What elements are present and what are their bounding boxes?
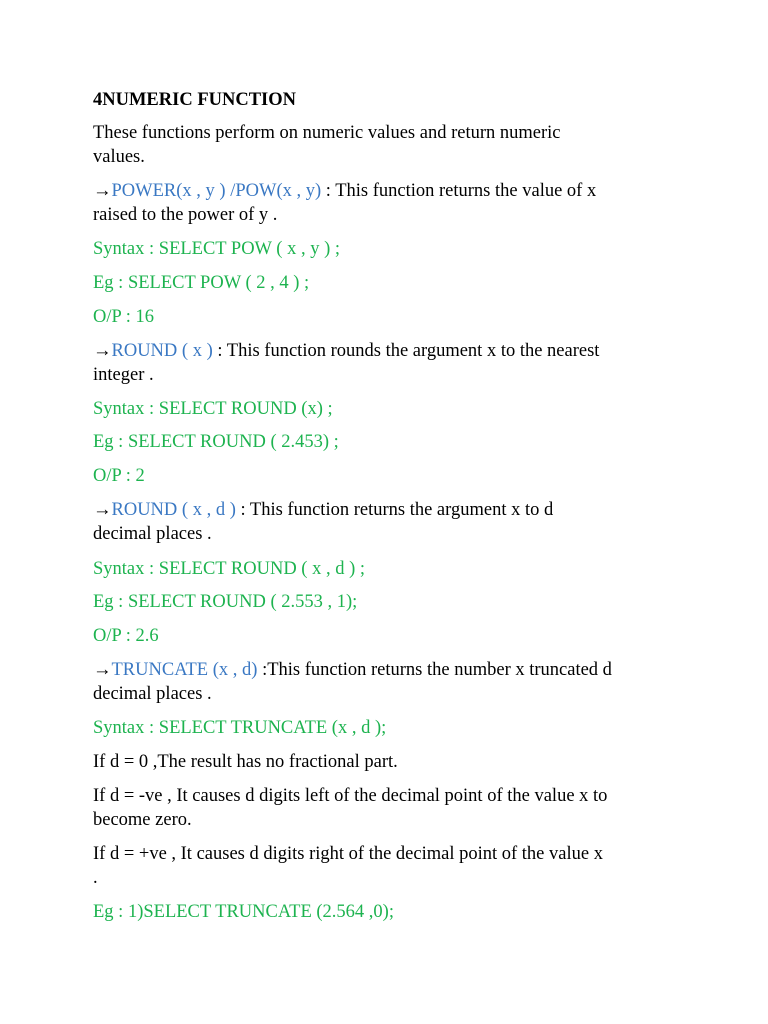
pow-description-cont: raised to the power of y . xyxy=(93,205,278,225)
round1-example: Eg : SELECT ROUND ( 2.453) ; xyxy=(93,432,339,452)
round1-output: O/P : 2 xyxy=(93,466,145,486)
round2-function-name: ROUND ( x , d ) xyxy=(111,500,236,520)
truncate-rule-zero: If d = 0 ,The result has no fractional part. xyxy=(93,752,398,772)
round2-output: O/P : 2.6 xyxy=(93,626,159,646)
round1-description: : This function rounds the argument x to the nearest xyxy=(212,341,600,361)
intro-line-1: These functions perform on numeric values and return numeric xyxy=(93,123,561,143)
truncate-rule-positive: If d = +ve , It causes d digits right of the decimal point of the value x xyxy=(93,844,603,864)
pow-output: O/P : 16 xyxy=(93,307,154,327)
round1-function-name: ROUND ( x ) xyxy=(111,341,213,361)
round1-description-cont: integer . xyxy=(93,365,154,385)
round2-description-cont: decimal places . xyxy=(93,524,212,544)
section-heading: 4NUMERIC FUNCTION xyxy=(93,90,296,110)
round1-definition xyxy=(93,339,693,363)
round2-description: : This function returns the argument x to d xyxy=(235,500,554,520)
round2-example: Eg : SELECT ROUND ( 2.553 , 1); xyxy=(93,592,358,612)
truncate-function-name: TRUNCATE (x , d) xyxy=(111,660,258,680)
arrow-icon: → xyxy=(93,341,112,361)
truncate-rule-positive-cont: . xyxy=(93,868,98,888)
truncate-description: :This function returns the number x truncated d xyxy=(257,660,612,680)
round2-syntax: Syntax : SELECT ROUND ( x , d ) ; xyxy=(93,559,366,579)
pow-function-name: POWER(x , y ) /POW(x , y) xyxy=(111,181,322,201)
round2-definition xyxy=(93,498,693,522)
pow-description: : This function returns the value of x xyxy=(321,181,597,201)
round1-syntax: Syntax : SELECT ROUND (x) ; xyxy=(93,399,333,419)
pow-example: Eg : SELECT POW ( 2 , 4 ) ; xyxy=(93,273,310,293)
pow-definition xyxy=(93,179,693,203)
pow-syntax: Syntax : SELECT POW ( x , y ) ; xyxy=(93,239,341,259)
intro-line-2: values. xyxy=(93,147,145,167)
truncate-example: Eg : 1)SELECT TRUNCATE (2.564 ,0); xyxy=(93,902,394,922)
truncate-syntax: Syntax : SELECT TRUNCATE (x , d ); xyxy=(93,718,387,738)
arrow-icon: → xyxy=(93,660,112,680)
truncate-definition xyxy=(93,658,693,682)
arrow-icon: → xyxy=(93,500,112,520)
arrow-icon: → xyxy=(93,181,112,201)
truncate-rule-negative: If d = -ve , It causes d digits left of the decimal point of the value x to xyxy=(93,786,608,806)
truncate-rule-negative-cont: become zero. xyxy=(93,810,192,830)
truncate-description-cont: decimal places . xyxy=(93,684,212,704)
